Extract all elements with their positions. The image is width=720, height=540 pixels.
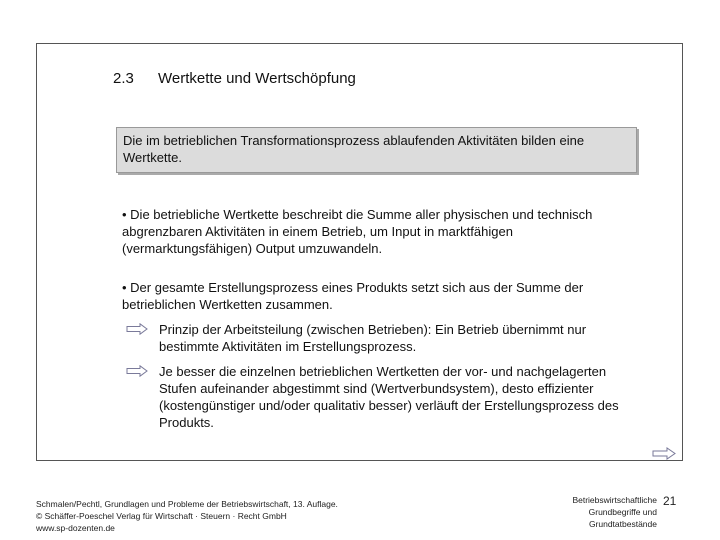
bullet-paragraph-2: • Der gesamte Erstellungsprozess eines Produkts setzt sich aus der Summe der betrieblichen Wertketten zusammen. [122,280,584,312]
footer-source [36,498,338,534]
definition-box [116,127,637,173]
right-arrow-icon [126,365,148,377]
footer-source-line: Schmalen/Pechtl, Grundlagen und Probleme der Betriebswirtschaft, 13. Auflage. [36,499,338,509]
footer-chapter-line: Grundtatbestände [588,519,657,529]
next-page-arrow-icon[interactable] [652,447,676,460]
definition-text: Die im betrieblichen Transformationsprozess ablaufenden Aktivitäten bilden eine Wertkette. [123,133,585,165]
section-title: Wertkette und Wertschöpfung [158,70,356,87]
right-arrow-icon [126,323,148,335]
bullet-paragraph-1: • Die betriebliche Wertkette beschreibt die Summe aller physischen und technisch abgrenzbaren Aktivitäten in einem Betrieb, um Input in marktfähigen (vermarktungsfähigen) Output umzuwandeln. [122,207,593,256]
footer-chapter-line: Grundbegriffe und [588,507,657,517]
footer-source-line: www.sp-dozenten.de [36,523,115,533]
footer-chapter-line: Betriebswirtschaftliche [572,495,657,505]
footer-source-line: © Schäffer-Poeschel Verlag für Wirtschaft · Steuern · Recht GmbH [36,511,287,521]
arrow-point-text: Prinzip der Arbeitsteilung (zwischen Betrieben): Ein Betrieb übernimmt nur bestimmte Aktivitäten im Erstellungsprozess. [159,322,587,354]
arrow-point-text: Je besser die einzelnen betrieblichen Wertketten der vor- und nachgelagerten Stufen aufeinander abgestimmt sind (Wertverbundsystem), desto effizienter (kostengünstiger und/oder qualitativ besser) verläuft der Erstellungsprozess des Produkts. [159,364,619,430]
footer-chapter [545,494,657,530]
section-number: 2.3 [113,70,134,87]
page-number: 21 [663,494,677,508]
